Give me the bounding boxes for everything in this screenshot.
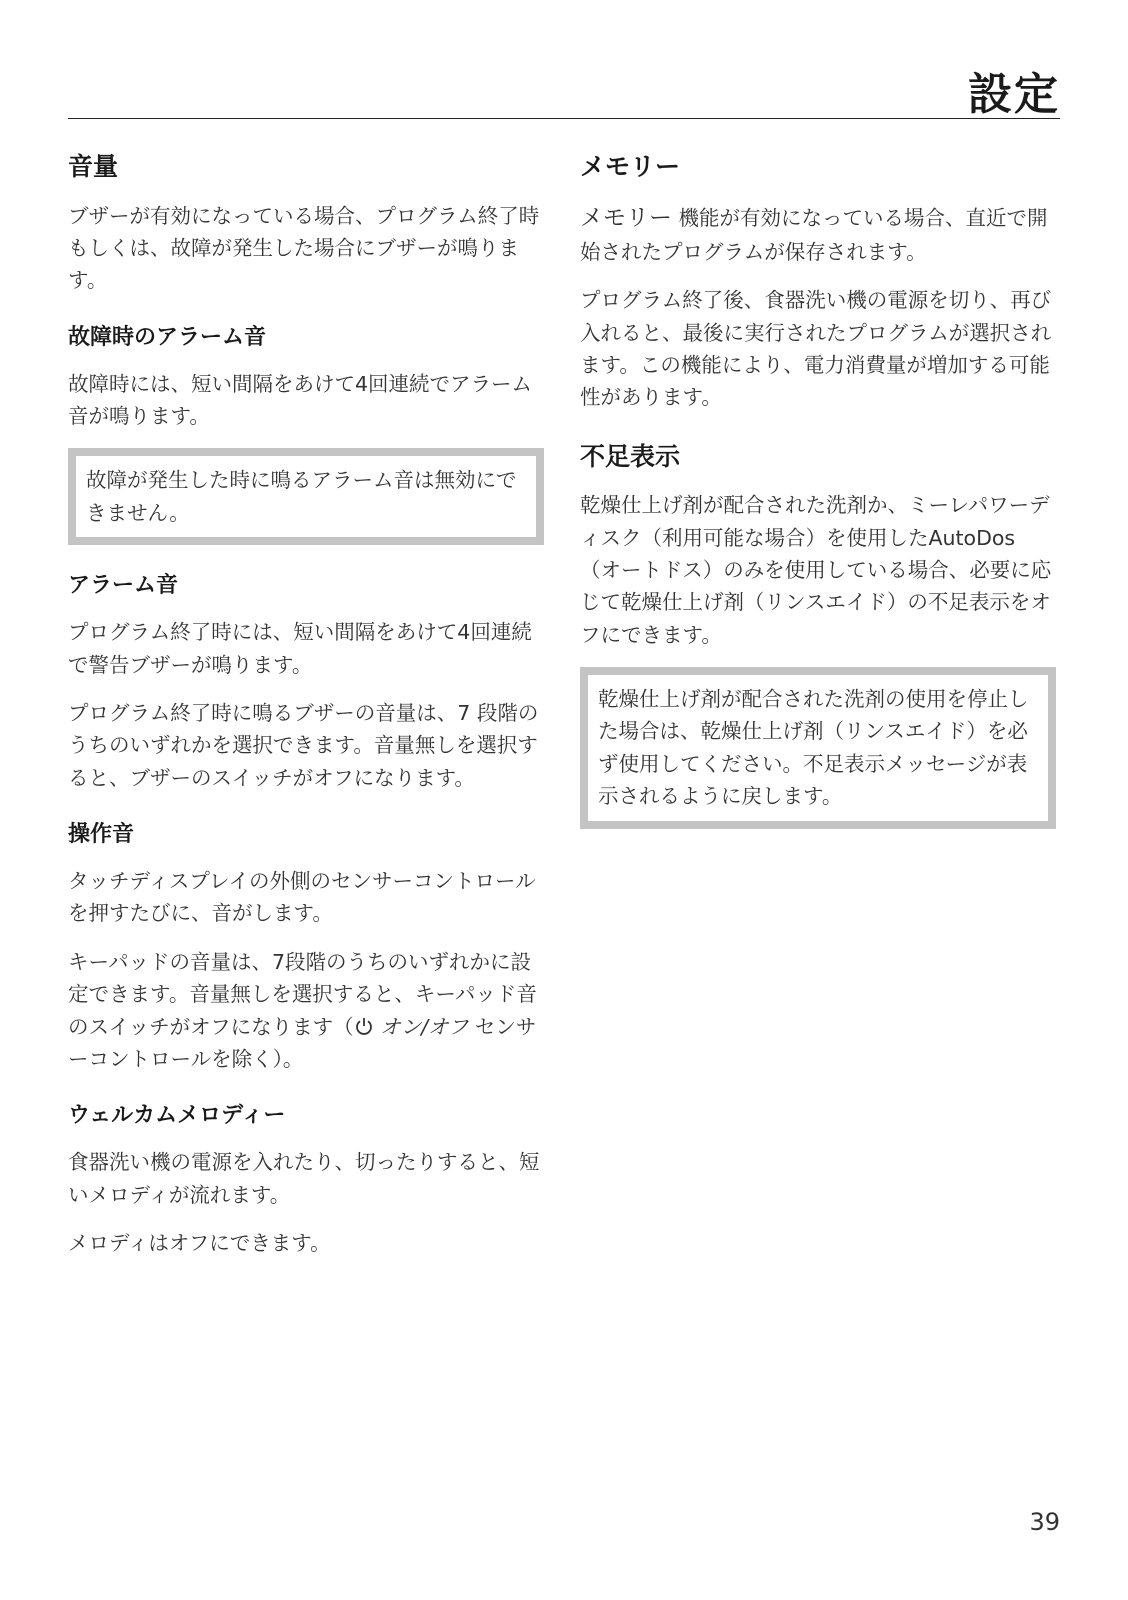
key-tone-paragraph-1: タッチディスプレイの外側のセンサーコントロールを押すたびに、音がします。 bbox=[68, 869, 536, 926]
memory-paragraph-1-text: 機能が有効になっている場合、直近で開始されたプログラムが保存されます。 bbox=[580, 205, 1048, 264]
fault-alarm-heading: 故障時のアラーム音 bbox=[68, 324, 267, 350]
key-tone-heading: 操作音 bbox=[68, 822, 135, 847]
on-off-control-ref: オン/オフ bbox=[373, 1014, 469, 1039]
key-tone-paragraph-2-end: センサーコントロールを除く）。 bbox=[68, 1014, 537, 1071]
shortage-note-box bbox=[580, 667, 1056, 829]
volume-paragraph: ブザーが有効になっている場合、プログラム終了時もしくは、故障が発生した場合にブザーが鳴ります。 bbox=[68, 203, 540, 293]
alarm-paragraph-2: プログラム終了時に鳴るブザーの音量は、7 段階のうちのいずれかを選択できます。音量無しを選択すると、ブザーのスイッチがオフになります。 bbox=[68, 700, 539, 790]
header-divider bbox=[68, 118, 1060, 119]
memory-heading: メモリー bbox=[580, 152, 681, 181]
key-tone-paragraph-2 bbox=[68, 946, 544, 1076]
memory-function-ref: メモリー bbox=[580, 204, 672, 231]
section-shortage bbox=[580, 438, 1056, 829]
alarm-heading: アラーム音 bbox=[68, 573, 179, 599]
section-alarm bbox=[68, 569, 544, 794]
left-column bbox=[68, 148, 544, 1283]
key-tone-paragraph-2-text: キーパッドの音量は、7段階のうちのいずれかに設定できます。音量無しを選択すると、キーパッド音のスイッチがオフになります（ bbox=[68, 949, 537, 1039]
section-key-tone bbox=[68, 818, 544, 1075]
alarm-paragraph-1: プログラム終了時には、短い間隔をあけて4回連続で警告ブザーが鳴ります。 bbox=[68, 620, 532, 677]
section-welcome-melody bbox=[68, 1099, 544, 1259]
fault-alarm-note-text: 故障が発生した時に鳴るアラーム音は無効にできません。 bbox=[86, 468, 517, 525]
welcome-melody-paragraph-1: 食器洗い機の電源を入れたり、切ったりすると、短いメロディが流れます。 bbox=[68, 1150, 540, 1207]
section-fault-alarm bbox=[68, 321, 544, 546]
right-column bbox=[580, 148, 1056, 853]
welcome-melody-paragraph-2: メロディはオフにできます。 bbox=[68, 1231, 331, 1255]
fault-alarm-note-box bbox=[68, 448, 544, 545]
shortage-paragraph: 乾燥仕上げ剤が配合された洗剤か、ミーレパワーディスク（利用可能な場合）を使用したAutoDos（オートドス）のみを使用している場合、必要に応じて乾燥仕上げ剤（リンスエイド）の不足表示をオフにできます。 bbox=[580, 493, 1052, 647]
welcome-melody-heading: ウェルカムメロディー bbox=[68, 1103, 286, 1129]
shortage-heading: 不足表示 bbox=[580, 441, 681, 471]
page-number: 39 bbox=[1029, 1508, 1060, 1536]
shortage-note-text: 乾燥仕上げ剤が配合された洗剤の使用を停止した場合は、乾燥仕上げ剤（リンスエイド）を必ず使用してください。不足表示メッセージが表示されるように戻します。 bbox=[598, 687, 1029, 809]
volume-heading: 音量 bbox=[68, 152, 119, 181]
section-memory bbox=[580, 148, 1056, 414]
memory-paragraph-1 bbox=[580, 200, 1056, 269]
memory-paragraph-2: プログラム終了後、食器洗い機の電源を切り、再び入れると、最後に実行されたプログラムが選択されます。この機能により、電力消費量が増加する可能性があります。 bbox=[580, 288, 1052, 410]
fault-alarm-paragraph: 故障時には、短い間隔をあけて4回連続でアラーム音が鳴ります。 bbox=[68, 371, 533, 428]
power-icon bbox=[354, 1015, 374, 1039]
section-volume bbox=[68, 148, 544, 297]
page-title: 設定 bbox=[968, 69, 1060, 120]
